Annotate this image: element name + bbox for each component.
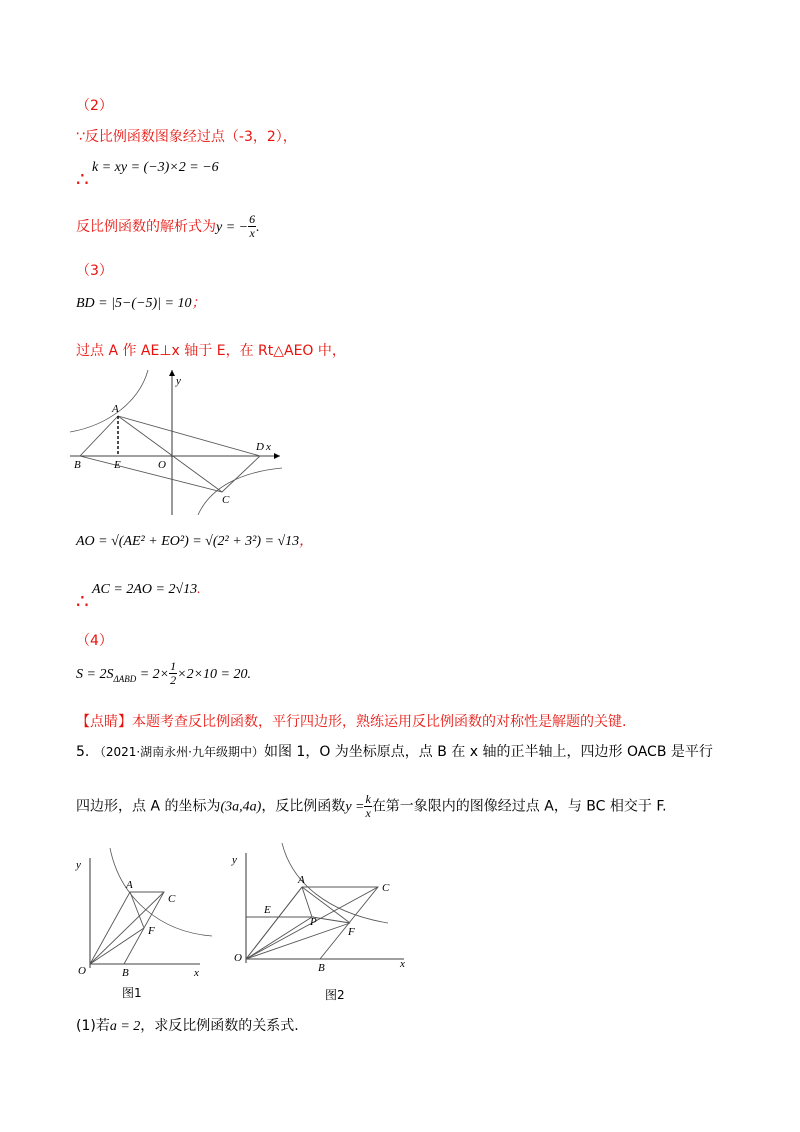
label-O: O: [158, 459, 166, 471]
label-F: F: [148, 925, 155, 937]
key-point-comment: 【点睛】本题考查反比例函数，平行四边形，熟练运用反比例函数的对称性是解题的关键.: [76, 714, 627, 730]
label-x: x: [266, 441, 271, 453]
hyperbola-left-branch: [70, 370, 148, 432]
analytic-prefix: 反比例函数的解析式为: [76, 219, 216, 235]
part3-bd-formula: [76, 292, 205, 312]
area-subscript: ΔABD: [113, 674, 137, 685]
problem-text-1: 如图 1，O 为坐标原点，点 B 在 x 轴的正半轴上，四边形 OACB 是平行: [263, 744, 713, 760]
segment-ap: [302, 887, 312, 917]
ao-end: ，: [299, 534, 314, 549]
figure-2: [228, 843, 418, 993]
part2-k-formula: k = xy = (−3)×2 = −6: [92, 160, 219, 175]
label-C: C: [222, 494, 230, 506]
therefore-symbol: ∴: [76, 167, 89, 191]
area-rhs: ×2×10 = 20: [177, 667, 248, 682]
problem5-line1: [76, 741, 713, 761]
label-O: O: [234, 952, 242, 964]
fraction-denominator: x: [249, 226, 255, 240]
label-P: P: [310, 916, 317, 928]
label-x: x: [194, 967, 199, 979]
segment-oa: [246, 887, 302, 959]
label-y: y: [232, 854, 237, 866]
label-E: E: [114, 459, 121, 471]
bd-end: ；: [191, 296, 206, 311]
problem-source: （2021·湖南永州·九年级期中）: [93, 745, 264, 759]
label-B: B: [318, 962, 325, 974]
label-C: C: [168, 893, 176, 905]
figure-2-caption: 图2: [325, 988, 345, 1002]
problem5-line2: [76, 793, 667, 820]
label-A: A: [126, 879, 133, 891]
fraction-denominator: 2: [170, 673, 177, 687]
point-a-coordinate: (3a,4a): [220, 799, 262, 815]
area-lhs: S = 2S: [76, 667, 114, 682]
label-A: A: [112, 403, 119, 415]
label-E: E: [264, 904, 271, 916]
question-1: [76, 1015, 299, 1035]
label-C: C: [382, 882, 390, 894]
ac-end: .: [197, 582, 201, 597]
part3-ac-formula: [92, 582, 201, 598]
problem-text-2b: ，反比例函数: [261, 798, 346, 815]
problem-number: 5.: [76, 744, 90, 760]
label-B: B: [122, 967, 129, 979]
diagonal-ac: [118, 416, 222, 492]
function-fraction: [364, 793, 371, 820]
bd-formula: BD = |5−(−5)| = 10: [76, 296, 192, 311]
figure-1: [70, 848, 220, 998]
label-O: O: [78, 965, 86, 977]
fraction-denominator: x: [365, 806, 371, 820]
fraction-numerator: 6: [249, 212, 256, 226]
part3-construct-line: 过点 A 作 AE⊥x 轴于 E，在 Rt△AEO 中，: [76, 343, 346, 359]
part4-label: （4）: [76, 633, 113, 649]
question-1-condition: a = 2: [109, 1019, 141, 1034]
therefore-symbol: ∴: [76, 589, 89, 613]
part4-area-formula: [76, 660, 251, 687]
analytic-end: .: [256, 220, 260, 235]
fraction-numerator: k: [365, 792, 371, 806]
figure-parallelogram: [70, 370, 285, 515]
problem-text-2c: 在第一象限内的图像经过点 A，与 BC 相交于 F.: [371, 798, 667, 815]
segment-of: [90, 928, 144, 964]
part3-ao-formula: [76, 530, 313, 550]
ac-formula: AC = 2AO = 2√13: [92, 582, 198, 597]
question-1-prefix: (1)若: [76, 1018, 110, 1034]
y-axis-arrow-icon: [169, 370, 175, 376]
label-y: y: [176, 375, 181, 387]
analytic-lhs: y = −: [216, 220, 249, 235]
analytic-fraction: [248, 213, 256, 240]
label-y: y: [76, 859, 81, 871]
ao-formula: AO = √(AE² + EO²) = √(2² + 3²) = √13: [76, 534, 300, 549]
part2-label: （2）: [76, 98, 113, 114]
label-F: F: [348, 926, 355, 938]
part2-because-line: ∵反比例函数图象经过点（-3，2），: [76, 129, 297, 145]
label-x: x: [400, 958, 405, 970]
part3-label: （3）: [76, 263, 113, 279]
fraction-numerator: 1: [170, 659, 177, 673]
part2-analytic-line: [76, 213, 260, 240]
label-D: D: [256, 441, 264, 453]
area-mid: = 2×: [136, 667, 170, 682]
question-1-suffix: ，求反比例函数的关系式.: [140, 1018, 299, 1034]
label-B: B: [74, 459, 81, 471]
figure-1-caption: 图1: [122, 986, 142, 1000]
segment-op: [246, 917, 312, 959]
label-A: A: [298, 874, 305, 886]
problem-text-2a: 四边形，点 A 的坐标为: [76, 798, 221, 815]
area-fraction: [169, 660, 177, 687]
x-axis-arrow-icon: [274, 453, 280, 459]
function-lhs: y =: [345, 799, 365, 815]
area-end: .: [247, 667, 251, 682]
